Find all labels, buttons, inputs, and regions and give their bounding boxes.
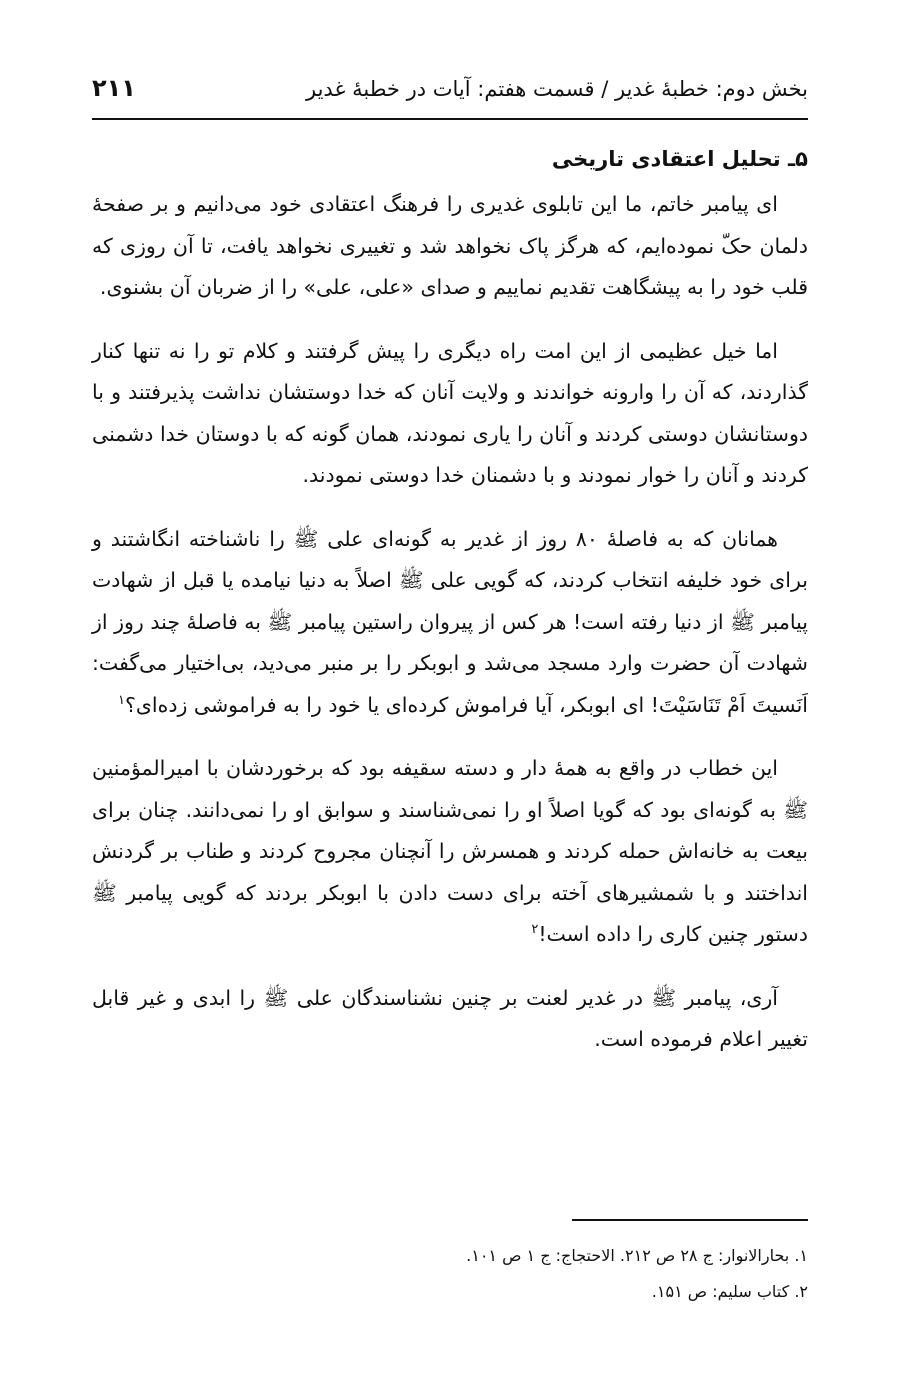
book-page [92,0,808,1390]
paragraph-3 [92,519,808,727]
paragraph-text: ای پیامبر خاتم، ما این تابلوی غدیری را فرهنگ اعتقادی خود می‌دانیم و بر صفحهٔ دلمان حکّ نموده‌ایم، که هرگز پاک نخواهد شد و تغییری نخواهد یافت، تا آن روزی که قلب خود را به پیشگاهت تقدیم نماییم و صدای «علی، علی» را از ضربان آن بشنوی. [92,192,808,299]
footnote-reference[interactable]: ۱ [117,692,125,708]
paragraph-4 [92,748,808,956]
paragraph-2 [92,331,808,497]
paragraph-5 [92,978,808,1061]
page-header [92,72,808,108]
paragraph-text: همانان که به فاصلهٔ ۸۰ روز از غدیر به گونه‌ای علی ﷺ را ناشناخته انگاشتند و برای خود خلیفه انتخاب کردند، که گویی علی ﷺ اصلاً به دنیا نیامده یا قبل از شهادت پیامبر ﷺ از دنیا رفته است! هر کس از پیروان راستین پیامبر ﷺ به فاصلهٔ چند روز از شهادت آن حضرت وارد مسجد می‌شد و ابوبکر را بر منبر می‌دید، بی‌اختیار می‌گفت: اَنَسیتَ اَمْ تَنَاسَیْتَ! ای ابوبکر، آیا فراموش کرده‌ای یا خود را به فراموشی زده‌ای؟ [92,526,808,717]
footnote-divider [572,1219,808,1221]
footnotes [92,1238,808,1310]
paragraph-text: اما خیل عظیمی از این امت راه دیگری را پیش گرفتند و کلام تو را نه تنها کنار گذاردند، که آن را وارونه خواندند و ولایت آنان که خدا دوستشان نداشت پذیرفتند و با دوستانشان دوستی کردند و آنان را یاری نمودند، همان گونه که با دوستان خدا دشمنی کردند و آنان را خوار نمودند و با دشمنان خدا دوستی نمودند. [92,338,808,487]
page-number: ۲۱۱ [92,74,136,102]
section-heading: ۵ـ تحلیل اعتقادی تاریخی [551,147,808,171]
paragraph-1 [92,184,808,309]
paragraph-text: این خطاب در واقع به همهٔ دار و دسته سقیفه بود که برخوردشان با امیرالمؤمنین ﷺ به گونه‌ای بود که گویا اصلاً او را نمی‌شناسند و سوابق او را نمی‌دانند. چنان برای بیعت به خانه‌اش حمله کردند و همسرش را آنچنان مجروح کردند و طناب بر گردنش انداختند و با شمشیرهای آخته برای دست دادن با ابوبکر بردند که گویی پیامبر ﷺ دستور چنین کاری را داده است! [92,756,808,946]
footnote-2: ۲. کتاب سلیم: ص ۱۵۱. [651,1282,808,1301]
header-divider [92,118,808,120]
running-head: بخش دوم: خطبهٔ غدیر / قسمت هفتم: آیات در خطبهٔ غدیر [305,77,808,101]
footnote-reference[interactable]: ۲ [531,922,539,938]
main-content [92,142,808,1083]
footnote-1: ۱. بحارالانوار: ج ۲۸ ص ۲۱۲. الاحتجاج: ج ۱ ص ۱۰۱. [466,1246,808,1265]
paragraph-text: آری، پیامبر ﷺ در غدیر لعنت بر چنین نشناسندگان علی ﷺ را ابدی و غیر قابل تغییر اعلام فرموده است. [92,985,808,1051]
